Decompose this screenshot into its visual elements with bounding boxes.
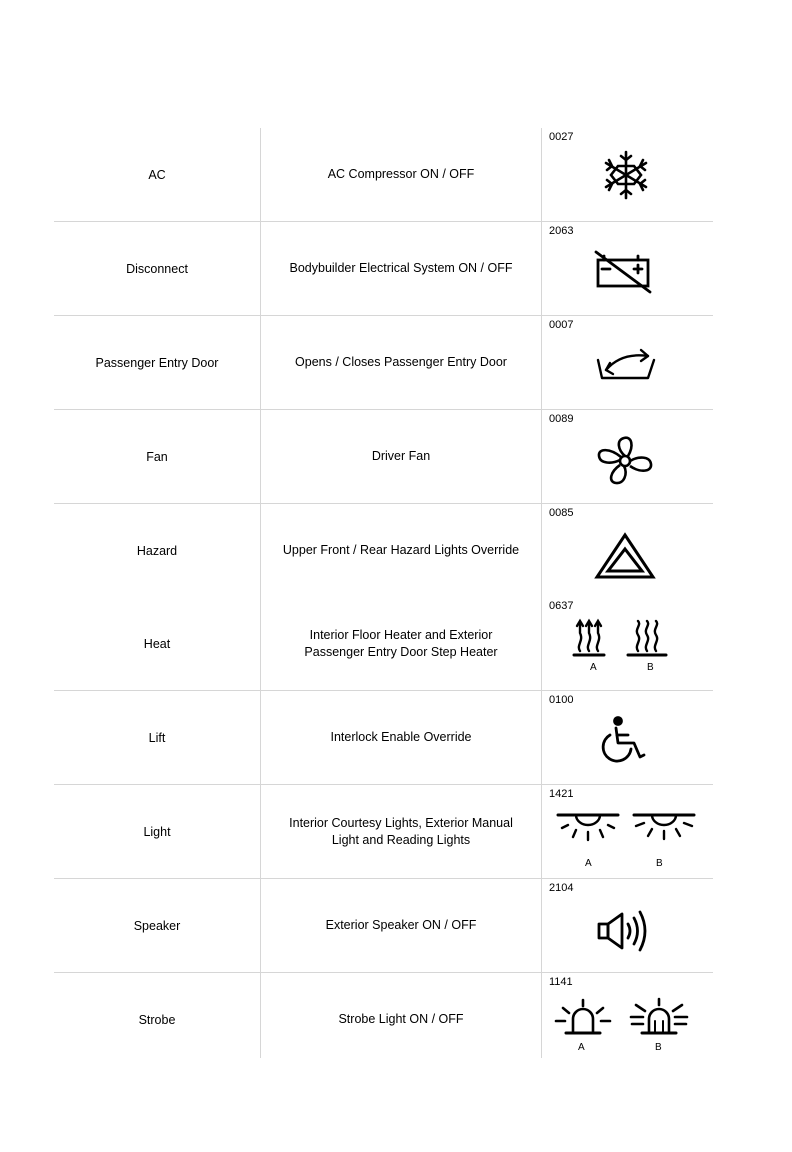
variant-label: B	[656, 858, 663, 869]
door-arrow-icon	[592, 346, 658, 386]
switch-description: AC Compressor ON / OFF	[327, 167, 475, 181]
snowflake-icon	[598, 150, 654, 200]
symbol-cell	[542, 879, 713, 972]
table-row	[54, 504, 713, 597]
variant-label: A	[578, 1042, 585, 1053]
switch-name: Heat	[143, 636, 171, 651]
table-row	[54, 879, 713, 973]
switch-name: Lift	[148, 730, 166, 745]
switch-description: Driver Fan	[371, 449, 431, 463]
table-row	[54, 691, 713, 785]
table-row	[54, 222, 713, 316]
wheelchair-icon	[596, 715, 652, 765]
symbol-code: 0100	[549, 694, 574, 706]
symbol-cell	[542, 785, 713, 878]
symbol-cell	[542, 597, 713, 690]
switch-description: Strobe Light ON / OFF	[338, 1012, 464, 1026]
switch-name: Strobe	[138, 1012, 176, 1027]
table-row	[54, 128, 713, 222]
switch-description: Interior Courtesy Lights, Exterior Manual Light and Reading Lights	[289, 815, 513, 847]
symbol-code: 0085	[549, 507, 574, 519]
symbol-cell	[542, 973, 713, 1066]
switch-description: Bodybuilder Electrical System ON / OFF	[289, 261, 513, 275]
switch-description: Interior Floor Heater and Exterior Passenger Entry Door Step Heater	[304, 627, 498, 659]
symbol-cell	[542, 691, 713, 784]
symbol-cell	[542, 504, 713, 597]
variant-label: A	[590, 662, 597, 673]
symbol-cell	[542, 316, 713, 409]
variant-label: A	[585, 858, 592, 869]
hazard-triangle-icon	[594, 532, 656, 580]
switch-name: Speaker	[133, 918, 181, 933]
table-row	[54, 785, 713, 879]
dome-light-icon	[556, 811, 696, 845]
symbol-code: 0007	[549, 319, 574, 331]
switch-name: Disconnect	[126, 261, 188, 276]
switch-description: Interlock Enable Override	[330, 730, 472, 744]
speaker-icon	[596, 909, 652, 953]
table-row	[54, 597, 713, 691]
symbol-code: 0637	[549, 600, 574, 612]
symbol-code: 1421	[549, 788, 574, 800]
symbol-code: 2104	[549, 882, 574, 894]
switch-description: Opens / Closes Passenger Entry Door	[295, 355, 507, 369]
heater-icon	[572, 617, 674, 659]
switch-legend-table	[54, 128, 713, 1066]
symbol-code: 0027	[549, 131, 574, 143]
symbol-cell	[542, 222, 713, 315]
variant-label: B	[655, 1042, 662, 1053]
variant-label: B	[647, 662, 654, 673]
fan-icon	[594, 434, 656, 488]
symbol-cell	[542, 128, 713, 221]
switch-name: Light	[143, 824, 171, 839]
symbol-cell	[542, 410, 713, 503]
table-row	[54, 316, 713, 410]
switch-name: Hazard	[136, 543, 178, 558]
switch-name: AC	[148, 167, 166, 182]
switch-description: Exterior Speaker ON / OFF	[325, 918, 477, 932]
switch-name: Passenger Entry Door	[95, 355, 219, 370]
table-row	[54, 973, 713, 1066]
strobe-light-icon	[552, 997, 697, 1039]
symbol-code: 2063	[549, 225, 574, 237]
battery-disconnect-icon	[592, 250, 654, 294]
symbol-code: 1141	[549, 976, 573, 988]
symbol-code: 0089	[549, 413, 574, 425]
switch-name: Fan	[146, 449, 168, 464]
switch-description: Upper Front / Rear Hazard Lights Override	[282, 543, 520, 557]
table-row	[54, 410, 713, 504]
